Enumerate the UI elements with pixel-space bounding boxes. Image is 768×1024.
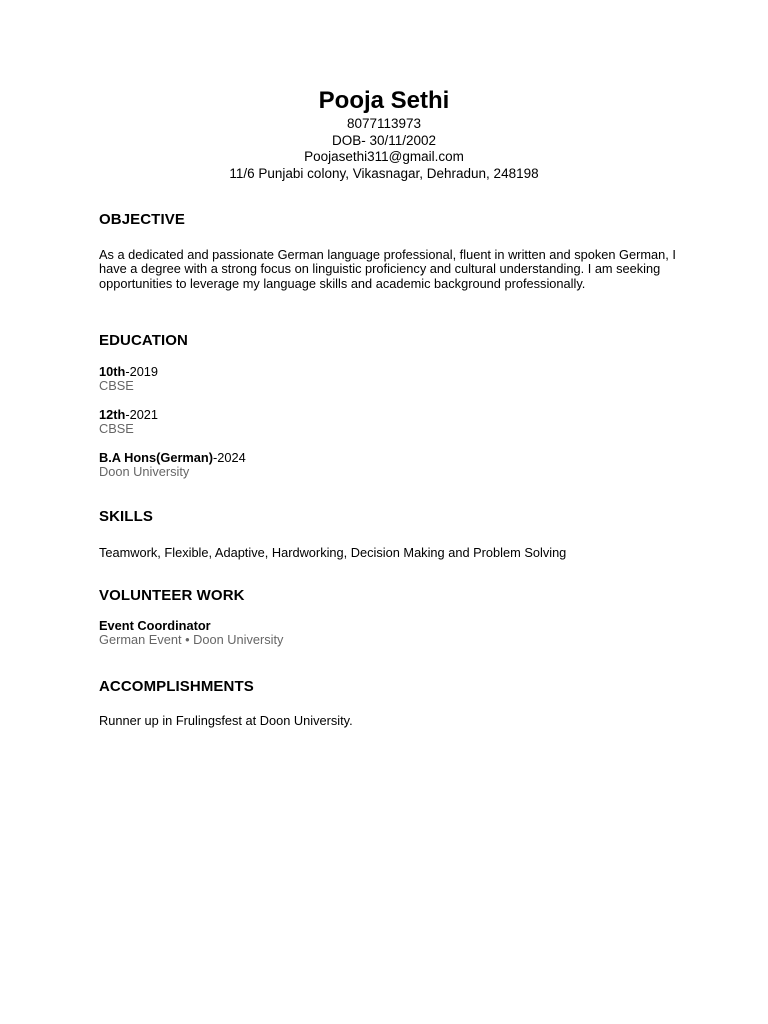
education-year: -2019 <box>125 364 159 379</box>
education-year: -2024 <box>213 450 246 465</box>
education-item-ba <box>99 451 679 480</box>
education-year: -2021 <box>125 407 159 422</box>
date-of-birth: DOB- 30/11/2002 <box>331 132 437 148</box>
bullet-separator: • <box>185 632 190 648</box>
skills-heading: SKILLS <box>99 508 153 525</box>
education-institution: CBSE <box>99 421 134 437</box>
accomplishments-text: Runner up in Frulingsfest at Doon University. <box>99 713 353 728</box>
volunteer-role: Event Coordinator <box>99 618 211 633</box>
email-address: Poojasethi311@gmail.com <box>304 149 464 164</box>
objective-text: As a dedicated and passionate German language professional, fluent in written and spoken German, I have a degree with a strong focus on linguistic proficiency and cultural understanding. I am seeking opportunities to leverage my language skills and academic background professionally. <box>99 247 676 291</box>
education-institution: CBSE <box>99 378 134 394</box>
education-heading: EDUCATION <box>99 332 188 349</box>
education-item-10th <box>99 365 679 394</box>
accomplishments-heading: ACCOMPLISHMENTS <box>99 678 254 695</box>
education-title: B.A Hons(German) <box>99 450 213 465</box>
volunteer-heading: VOLUNTEER WORK <box>99 587 245 604</box>
volunteer-event: German Event <box>99 632 182 648</box>
education-title: 12th <box>99 407 126 422</box>
postal-address: 11/6 Punjabi colony, Vikasnagar, Dehradun, 248198 <box>229 165 539 181</box>
education-title: 10th <box>99 364 126 379</box>
education-institution: Doon University <box>99 464 190 480</box>
objective-heading: OBJECTIVE <box>99 211 185 228</box>
candidate-name: Pooja Sethi <box>318 87 450 114</box>
volunteer-organization: Doon University <box>193 632 284 648</box>
education-item-12th <box>99 408 679 437</box>
resume-header <box>0 86 768 182</box>
skills-text: Teamwork, Flexible, Adaptive, Hardworking, Decision Making and Problem Solving <box>99 545 567 560</box>
phone-number: 8077113973 <box>346 116 422 131</box>
volunteer-item <box>99 619 679 648</box>
